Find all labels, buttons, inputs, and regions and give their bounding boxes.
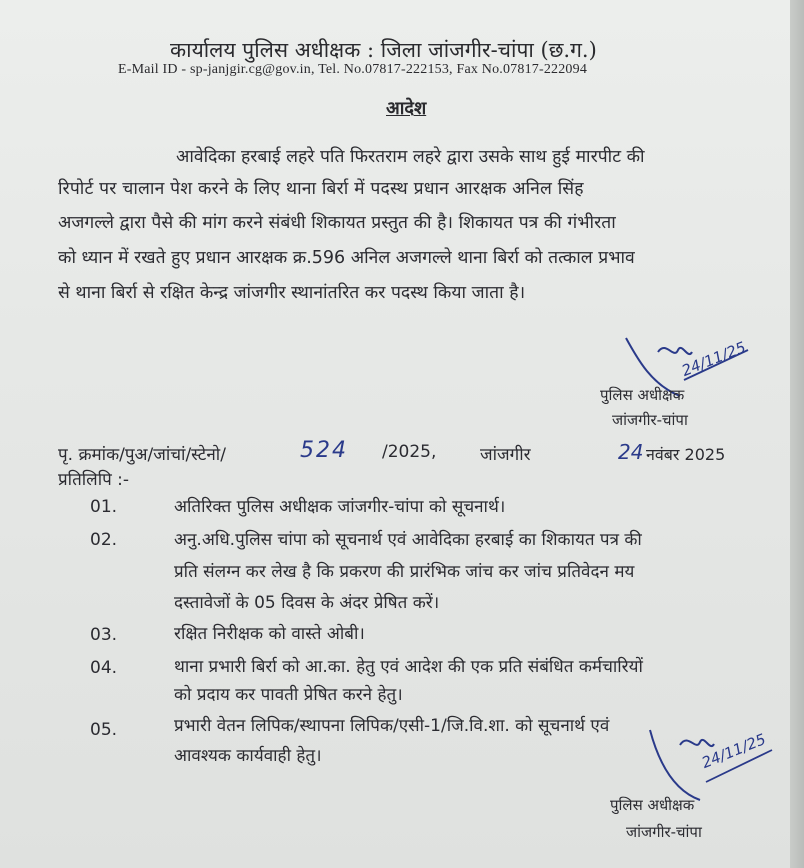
copy-item-text: थाना प्रभारी बिर्रा को आ.का. हेतु एवं आदेश की एक प्रति संबंधित कर्मचारियों [174, 657, 643, 677]
copy-item-text: अनु.अधि.पुलिस चांपा को सूचनार्थ एवं आवेदिका हरबाई का शिकायत पत्र की [174, 530, 642, 550]
reference-prefix: पृ. क्रमांक/पुअ/जांचां/स्टेनो/ [58, 445, 226, 465]
copy-item-number: 04. [90, 658, 118, 678]
copy-item-text: आवश्यक कार्यवाही हेतु। [174, 746, 322, 766]
office-contact-line: E-Mail ID - sp-janjgir.cg@gov.in, Tel. No.07817-222153, Fax No.07817-222094 [118, 62, 588, 77]
copy-item-text: प्रभारी वेतन लिपिक/स्थापना लिपिक/एसी-1/जि.वि.शा. को सूचनार्थ एवं [174, 716, 610, 736]
reference-date-day: 24 [618, 440, 644, 464]
copy-item-text: दस्तावेजों के 05 दिवस के अंदर प्रेषित करें। [174, 593, 440, 613]
reference-year: /2025, [382, 442, 437, 462]
order-paragraph-line: रिपोर्ट पर चालान पेश करने के लिए थाना बिर्रा में पदस्थ प्रधान आरक्षक अनिल सिंह [58, 179, 584, 199]
signature-date: 24/11/25 [679, 338, 749, 380]
copy-item-number: 02. [90, 530, 118, 550]
copy-item-text: प्रति संलग्न कर लेख है कि प्रकरण की प्रारंभिक जांच कर जांच प्रतिवेदन मय [174, 562, 635, 582]
signatory-district: जांजगीर-चांपा [612, 411, 688, 429]
signatory-designation: पुलिस अधीक्षक [600, 386, 685, 404]
copy-item-text: रक्षित निरीक्षक को वास्ते ओबी। [174, 624, 365, 644]
page-edge-shadow [790, 0, 804, 868]
reference-place: जांजगीर [480, 445, 531, 465]
order-paragraph-line: आवेदिका हरबाई लहरे पति फिरतराम लहरे द्वारा उसके साथ हुई मारपीट की [176, 147, 645, 167]
copy-item-number: 03. [90, 625, 118, 645]
order-paragraph-line: से थाना बिर्रा से रक्षित केन्द्र जांजगीर स्थानांतरित कर पदस्थ किया जाता है। [58, 283, 526, 303]
signatory-designation: पुलिस अधीक्षक [610, 796, 695, 814]
reference-date-month-year: नवंबर 2025 [646, 445, 726, 464]
copy-item-text: को प्रदाय कर पावती प्रेषित करने हेतु। [174, 685, 403, 705]
copy-item-number: 01. [90, 497, 118, 517]
copy-heading: प्रतिलिपि :- [58, 470, 130, 490]
copy-item-number: 05. [90, 720, 118, 740]
signatory-district: जांजगीर-चांपा [626, 823, 702, 841]
order-paragraph-line: अजगल्ले द्वारा पैसे की मांग करने संबंधी शिकायत प्रस्तुत की है। शिकायत पत्र की गंभीरता [58, 213, 616, 233]
reference-number: 524 [300, 438, 348, 463]
signature-date: 24/11/25 [699, 730, 769, 772]
copy-item-text: अतिरिक्त पुलिस अधीक्षक जांजगीर-चांपा को सूचनार्थ। [174, 497, 506, 517]
order-paragraph-line: को ध्यान में रखते हुए प्रधान आरक्षक क्र.596 अनिल अजगल्ले थाना बिर्रा को तत्काल प्रभाव [58, 248, 635, 268]
office-header-title: कार्यालय पुलिस अधीक्षक : जिला जांजगीर-चांपा (छ.ग.) [170, 38, 597, 62]
order-title: आदेश [386, 98, 427, 119]
